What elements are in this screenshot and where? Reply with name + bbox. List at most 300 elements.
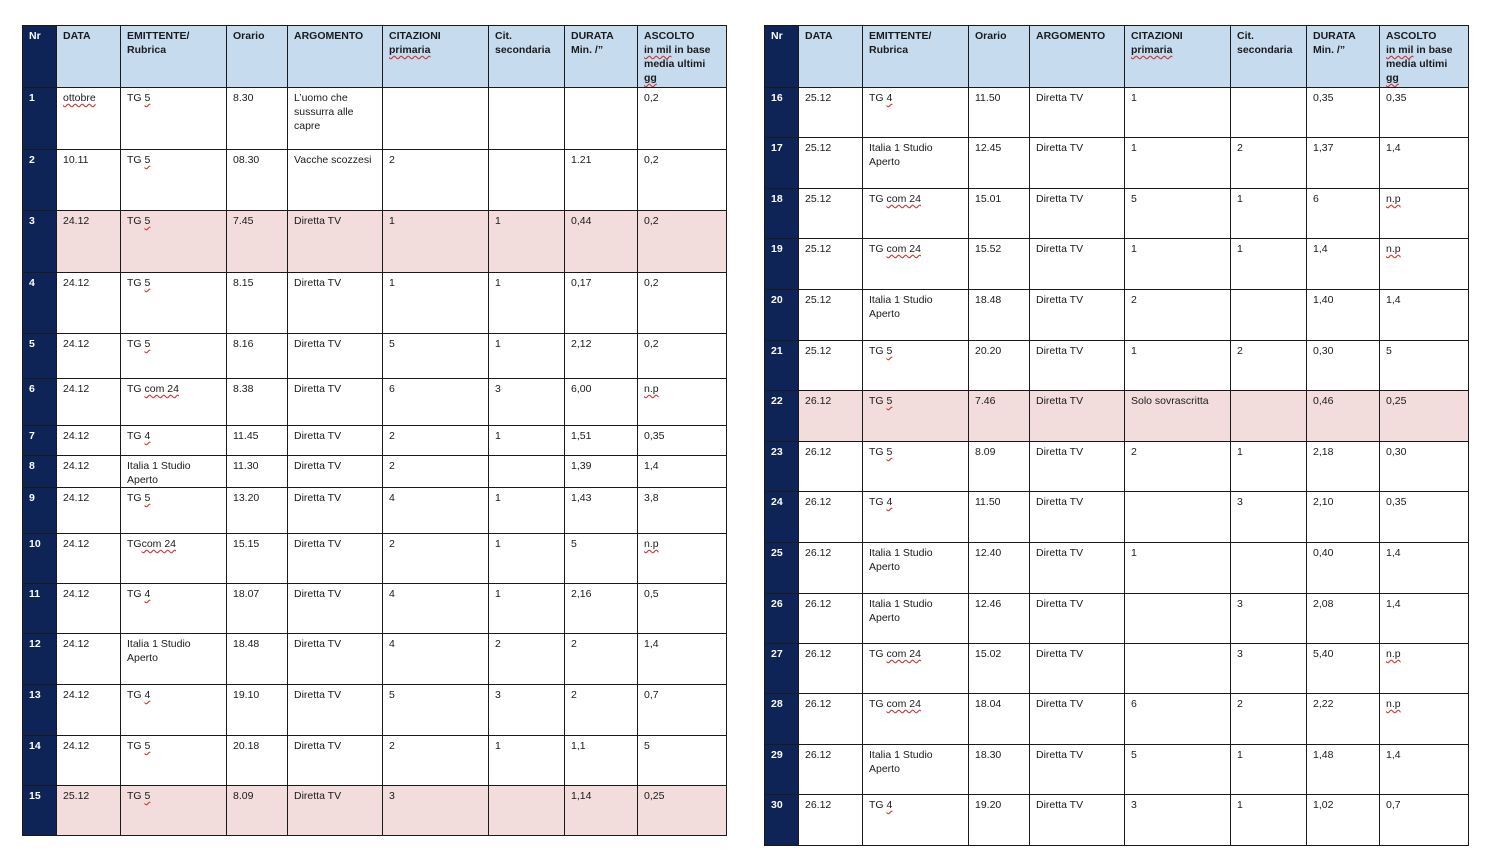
cell-primaria — [1125, 492, 1231, 543]
cell-argomento: Diretta TV — [288, 534, 383, 584]
cell-secondaria — [489, 786, 565, 836]
header-row — [765, 26, 1469, 88]
cell-ascolto: 0,35 — [638, 426, 727, 456]
table-row — [23, 488, 727, 534]
cell-argomento: Diretta TV — [1030, 694, 1125, 745]
cell-secondaria: 1 — [489, 426, 565, 456]
cell-ascolto: 1,4 — [638, 456, 727, 488]
cell-durata: 2,16 — [565, 584, 638, 634]
cell-durata: 0,46 — [1307, 391, 1380, 442]
cell-secondaria: 3 — [1231, 644, 1307, 694]
header-orario: Orario — [969, 26, 1030, 88]
cell-primaria: 1 — [1125, 138, 1231, 189]
cell-primaria: 4 — [383, 584, 489, 634]
cell-emittente: TG com 24 — [863, 189, 969, 239]
cell-nr: 24 — [765, 492, 799, 543]
table-row — [23, 273, 727, 334]
header-ascolto-gg: gg — [644, 72, 657, 84]
cell-nr: 26 — [765, 594, 799, 644]
cell-emittente: Italia 1 Studio Aperto — [863, 594, 969, 644]
cell-primaria: 1 — [1125, 543, 1231, 594]
cell-secondaria: 1 — [1231, 189, 1307, 239]
table-row — [23, 334, 727, 379]
header-orario: Orario — [227, 26, 288, 88]
cell-emittente: TG 5 — [121, 88, 227, 150]
cell-durata: 1,02 — [1307, 795, 1380, 846]
cell-ascolto: n.p — [1380, 239, 1469, 290]
cell-orario: 8.09 — [969, 442, 1030, 492]
cell-emittente: TG com 24 — [863, 694, 969, 745]
cell-emittente: TG 5 — [863, 391, 969, 442]
cell-durata: 1,48 — [1307, 745, 1380, 795]
cell-ascolto: 0,2 — [638, 334, 727, 379]
cell-orario: 19.20 — [969, 795, 1030, 846]
cell-secondaria: 2 — [1231, 694, 1307, 745]
cell-orario: 12.45 — [969, 138, 1030, 189]
header-ascolto-basis: in base media ultimi — [1386, 44, 1453, 70]
cell-nr: 6 — [23, 379, 57, 426]
table-row — [765, 290, 1469, 341]
table-row — [23, 150, 727, 211]
table-row — [765, 88, 1469, 138]
cell-nr: 14 — [23, 736, 57, 786]
cell-secondaria: 3 — [1231, 492, 1307, 543]
cell-nr: 30 — [765, 795, 799, 846]
cell-primaria: 3 — [1125, 795, 1231, 846]
cell-argomento: Diretta TV — [288, 736, 383, 786]
cell-emittente: Italia 1 Studio Aperto — [863, 543, 969, 594]
cell-emittente: TG 5 — [863, 442, 969, 492]
cell-emittente: TG 4 — [121, 426, 227, 456]
cell-primaria: 2 — [1125, 442, 1231, 492]
cell-data: 24.12 — [57, 379, 121, 426]
cell-durata: 2 — [565, 634, 638, 685]
cell-primaria: 1 — [1125, 239, 1231, 290]
cell-nr: 20 — [765, 290, 799, 341]
cell-orario: 20.20 — [969, 341, 1030, 391]
header-primaria-text: primaria — [389, 44, 431, 56]
cell-primaria: 1 — [383, 273, 489, 334]
cell-secondaria: 3 — [1231, 594, 1307, 644]
cell-ascolto: 1,4 — [1380, 138, 1469, 189]
cell-ascolto: n.p — [638, 379, 727, 426]
cell-nr: 28 — [765, 694, 799, 745]
cell-emittente: TG 5 — [121, 150, 227, 211]
cell-durata: 2 — [565, 685, 638, 736]
header-cit-secondaria: Cit. secondaria — [1231, 26, 1307, 88]
table-row — [765, 594, 1469, 644]
cell-primaria: 2 — [383, 456, 489, 488]
header-argomento: ARGOMENTO — [288, 26, 383, 88]
cell-argomento: Diretta TV — [1030, 795, 1125, 846]
cell-argomento: Diretta TV — [288, 584, 383, 634]
cell-emittente: TG 4 — [121, 584, 227, 634]
cell-ascolto: n.p — [1380, 189, 1469, 239]
cell-data: 26.12 — [799, 694, 863, 745]
cell-argomento: Diretta TV — [288, 426, 383, 456]
cell-emittente: Italia 1 Studio Aperto — [863, 138, 969, 189]
cell-argomento: Diretta TV — [1030, 88, 1125, 138]
cell-secondaria: 2 — [1231, 341, 1307, 391]
cell-durata: 5,40 — [1307, 644, 1380, 694]
cell-ascolto: 0,35 — [1380, 88, 1469, 138]
header-ascolto-unit: in mil — [644, 44, 672, 56]
cell-durata: 6 — [1307, 189, 1380, 239]
cell-nr: 11 — [23, 584, 57, 634]
cell-data: 24.12 — [57, 534, 121, 584]
cell-primaria — [1125, 644, 1231, 694]
header-cit-secondaria: Cit. secondaria — [489, 26, 565, 88]
cell-argomento: Diretta TV — [1030, 189, 1125, 239]
cell-orario: 8.15 — [227, 273, 288, 334]
cell-durata: 0,30 — [1307, 341, 1380, 391]
cell-orario: 18.04 — [969, 694, 1030, 745]
cell-primaria: 1 — [383, 211, 489, 273]
cell-orario: 18.30 — [969, 745, 1030, 795]
cell-orario: 15.02 — [969, 644, 1030, 694]
cell-ascolto: n.p — [1380, 644, 1469, 694]
cell-primaria: 2 — [383, 736, 489, 786]
table-row — [23, 88, 727, 150]
cell-orario: 7.45 — [227, 211, 288, 273]
cell-secondaria: 1 — [1231, 442, 1307, 492]
cell-ascolto: n.p — [1380, 694, 1469, 745]
cell-data: 25.12 — [57, 786, 121, 836]
cell-durata: 0,35 — [1307, 88, 1380, 138]
cell-durata: 2,18 — [1307, 442, 1380, 492]
cell-nr: 10 — [23, 534, 57, 584]
cell-primaria: 1 — [1125, 88, 1231, 138]
cell-ascolto: 0,25 — [638, 786, 727, 836]
cell-data: 25.12 — [799, 239, 863, 290]
cell-data: 26.12 — [799, 594, 863, 644]
cell-orario: 20.18 — [227, 736, 288, 786]
cell-argomento: Diretta TV — [288, 685, 383, 736]
cell-durata: 0,40 — [1307, 543, 1380, 594]
cell-data: 24.12 — [57, 334, 121, 379]
cell-primaria: 5 — [1125, 189, 1231, 239]
cell-data: 26.12 — [799, 795, 863, 846]
table-row — [765, 391, 1469, 442]
cell-emittente: Italia 1 Studio Aperto — [121, 456, 227, 488]
cell-ascolto: 0,30 — [1380, 442, 1469, 492]
cell-nr: 4 — [23, 273, 57, 334]
cell-secondaria: 1 — [1231, 745, 1307, 795]
cell-orario: 15.15 — [227, 534, 288, 584]
cell-ascolto: 1,4 — [1380, 290, 1469, 341]
cell-data: 25.12 — [799, 189, 863, 239]
header-ascolto-title: ASCOLTO — [644, 30, 695, 42]
cell-durata: 1.21 — [565, 150, 638, 211]
cell-durata: 1,14 — [565, 786, 638, 836]
cell-orario: 7.46 — [969, 391, 1030, 442]
table-row — [23, 211, 727, 273]
cell-ascolto: 0,2 — [638, 273, 727, 334]
cell-ascolto: 1,4 — [638, 634, 727, 685]
cell-argomento: Diretta TV — [288, 211, 383, 273]
cell-ascolto: 0,2 — [638, 150, 727, 211]
cell-argomento: Diretta TV — [288, 786, 383, 836]
table-row — [23, 534, 727, 584]
cell-primaria: 5 — [383, 685, 489, 736]
cell-orario: 11.30 — [227, 456, 288, 488]
cell-durata: 1,40 — [1307, 290, 1380, 341]
header-ascolto — [638, 26, 727, 88]
header-row — [23, 26, 727, 88]
cell-ascolto: 0,7 — [1380, 795, 1469, 846]
cell-data: 26.12 — [799, 745, 863, 795]
header-data: DATA — [799, 26, 863, 88]
cell-emittente: Italia 1 Studio Aperto — [121, 634, 227, 685]
cell-data: 24.12 — [57, 488, 121, 534]
header-nr: Nr — [765, 26, 799, 88]
cell-emittente: Italia 1 Studio Aperto — [863, 290, 969, 341]
cell-primaria: 4 — [383, 488, 489, 534]
header-data: DATA — [57, 26, 121, 88]
cell-primaria: 2 — [383, 150, 489, 211]
cell-durata: 1,51 — [565, 426, 638, 456]
cell-nr: 12 — [23, 634, 57, 685]
cell-durata: 1,43 — [565, 488, 638, 534]
cell-durata: 2,22 — [1307, 694, 1380, 745]
table-row — [23, 786, 727, 836]
cell-secondaria: 1 — [1231, 795, 1307, 846]
cell-nr: 23 — [765, 442, 799, 492]
table-row — [23, 685, 727, 736]
cell-data: 24.12 — [57, 685, 121, 736]
cell-primaria: 2 — [1125, 290, 1231, 341]
cell-nr: 3 — [23, 211, 57, 273]
cell-secondaria: 1 — [489, 584, 565, 634]
header-ascolto-unit: in mil — [1386, 44, 1414, 56]
table-row — [23, 584, 727, 634]
cell-argomento: Diretta TV — [1030, 391, 1125, 442]
cell-argomento: Diretta TV — [1030, 492, 1125, 543]
cell-argomento: Diretta TV — [1030, 239, 1125, 290]
cell-orario: 8.16 — [227, 334, 288, 379]
cell-nr: 19 — [765, 239, 799, 290]
cell-nr: 13 — [23, 685, 57, 736]
cell-argomento: Diretta TV — [288, 273, 383, 334]
cell-secondaria — [489, 88, 565, 150]
cell-secondaria: 2 — [1231, 138, 1307, 189]
cell-durata: 2,12 — [565, 334, 638, 379]
cell-argomento: Vacche scozzesi — [288, 150, 383, 211]
cell-nr: 18 — [765, 189, 799, 239]
cell-argomento: Diretta TV — [288, 634, 383, 685]
cell-secondaria: 1 — [489, 211, 565, 273]
cell-emittente: TG 5 — [121, 736, 227, 786]
cell-data: 24.12 — [57, 634, 121, 685]
cell-emittente: TG com 24 — [121, 379, 227, 426]
cell-primaria — [1125, 594, 1231, 644]
cell-ascolto: n.p — [638, 534, 727, 584]
cell-data: 24.12 — [57, 736, 121, 786]
cell-secondaria — [489, 150, 565, 211]
cell-nr: 1 — [23, 88, 57, 150]
cell-ascolto: 5 — [1380, 341, 1469, 391]
cell-orario: 11.50 — [969, 88, 1030, 138]
cell-argomento: Diretta TV — [1030, 442, 1125, 492]
cell-nr: 9 — [23, 488, 57, 534]
cell-primaria: 1 — [1125, 341, 1231, 391]
cell-data: 26.12 — [799, 492, 863, 543]
table-row — [765, 795, 1469, 846]
cell-durata: 0,44 — [565, 211, 638, 273]
cell-nr: 27 — [765, 644, 799, 694]
cell-secondaria: 3 — [489, 379, 565, 426]
cell-nr: 25 — [765, 543, 799, 594]
cell-argomento: L’uomo che sussurra alle capre — [288, 88, 383, 150]
cell-nr: 15 — [23, 786, 57, 836]
cell-primaria: Solo sovrascritta — [1125, 391, 1231, 442]
cell-argomento: Diretta TV — [288, 456, 383, 488]
header-citazioni-text: CITAZIONI — [1131, 30, 1183, 42]
cell-secondaria — [1231, 543, 1307, 594]
cell-ascolto: 0,2 — [638, 211, 727, 273]
cell-primaria: 2 — [383, 426, 489, 456]
cell-primaria: 6 — [1125, 694, 1231, 745]
cell-nr: 17 — [765, 138, 799, 189]
cell-secondaria: 1 — [489, 534, 565, 584]
cell-durata: 2,08 — [1307, 594, 1380, 644]
cell-secondaria: 2 — [489, 634, 565, 685]
table-body-left — [23, 88, 727, 836]
cell-argomento: Diretta TV — [1030, 138, 1125, 189]
cell-primaria: 5 — [1125, 745, 1231, 795]
table-row — [23, 736, 727, 786]
table-row — [765, 239, 1469, 290]
table-row — [765, 543, 1469, 594]
cell-durata: 5 — [565, 534, 638, 584]
table-row — [765, 442, 1469, 492]
cell-data: ottobre — [57, 88, 121, 150]
cell-nr: 21 — [765, 341, 799, 391]
cell-data: 26.12 — [799, 442, 863, 492]
cell-argomento: Diretta TV — [1030, 543, 1125, 594]
cell-data: 25.12 — [799, 138, 863, 189]
cell-orario: 18.48 — [969, 290, 1030, 341]
cell-orario: 15.01 — [969, 189, 1030, 239]
cell-durata: 6,00 — [565, 379, 638, 426]
cell-emittente: TGcom 24 — [121, 534, 227, 584]
cell-emittente: TG 5 — [121, 211, 227, 273]
cell-ascolto: 1,4 — [1380, 543, 1469, 594]
cell-orario: 15.52 — [969, 239, 1030, 290]
table-row — [765, 138, 1469, 189]
cell-emittente: TG com 24 — [863, 644, 969, 694]
cell-emittente: TG 5 — [121, 786, 227, 836]
cell-emittente: TG 5 — [121, 334, 227, 379]
cell-durata: 2,10 — [1307, 492, 1380, 543]
cell-durata: 1,39 — [565, 456, 638, 488]
cell-orario: 19.10 — [227, 685, 288, 736]
cell-data: 10.11 — [57, 150, 121, 211]
cell-ascolto: 0,35 — [1380, 492, 1469, 543]
table-row — [23, 379, 727, 426]
cell-data: 24.12 — [57, 584, 121, 634]
cell-secondaria — [1231, 290, 1307, 341]
cell-secondaria: 1 — [489, 736, 565, 786]
cell-secondaria: 1 — [1231, 239, 1307, 290]
cell-data: 25.12 — [799, 88, 863, 138]
cell-ascolto: 5 — [638, 736, 727, 786]
header-citazioni-primaria — [383, 26, 489, 88]
table-row — [765, 189, 1469, 239]
cell-orario: 12.46 — [969, 594, 1030, 644]
cell-emittente: TG com 24 — [863, 239, 969, 290]
cell-argomento: Diretta TV — [288, 488, 383, 534]
cell-secondaria — [489, 456, 565, 488]
cell-emittente: TG 4 — [863, 88, 969, 138]
cell-argomento: Diretta TV — [1030, 644, 1125, 694]
cell-orario: 13.20 — [227, 488, 288, 534]
cell-primaria: 2 — [383, 534, 489, 584]
cell-data: 25.12 — [799, 290, 863, 341]
cell-emittente: TG 5 — [121, 488, 227, 534]
cell-primaria: 3 — [383, 786, 489, 836]
table-row — [765, 492, 1469, 543]
cell-nr: 2 — [23, 150, 57, 211]
cell-durata: 0,17 — [565, 273, 638, 334]
cell-argomento: Diretta TV — [1030, 745, 1125, 795]
cell-secondaria: 1 — [489, 273, 565, 334]
header-emittente: EMITTENTE/ Rubrica — [121, 26, 227, 88]
header-ascolto-gg: gg — [1386, 72, 1399, 84]
cell-orario: 18.07 — [227, 584, 288, 634]
table-body-right — [765, 88, 1469, 846]
cell-data: 24.12 — [57, 273, 121, 334]
cell-secondaria: 1 — [489, 488, 565, 534]
cell-emittente: TG 4 — [863, 795, 969, 846]
table-row — [765, 694, 1469, 745]
table-row — [23, 426, 727, 456]
cell-ascolto: 3,8 — [638, 488, 727, 534]
cell-data: 24.12 — [57, 211, 121, 273]
cell-argomento: Diretta TV — [1030, 341, 1125, 391]
cell-emittente: TG 4 — [121, 685, 227, 736]
header-ascolto-basis: in base media ultimi — [644, 44, 711, 70]
cell-ascolto: 1,4 — [1380, 745, 1469, 795]
cell-orario: 8.38 — [227, 379, 288, 426]
cell-primaria — [383, 88, 489, 150]
cell-orario: 18.48 — [227, 634, 288, 685]
cell-ascolto: 0,5 — [638, 584, 727, 634]
cell-argomento: Diretta TV — [288, 379, 383, 426]
cell-emittente: TG 5 — [121, 273, 227, 334]
cell-secondaria — [1231, 88, 1307, 138]
cell-primaria: 4 — [383, 634, 489, 685]
header-emittente: EMITTENTE/ Rubrica — [863, 26, 969, 88]
broadcast-table-right — [764, 25, 1469, 846]
cell-durata: 1,1 — [565, 736, 638, 786]
cell-nr: 8 — [23, 456, 57, 488]
cell-primaria: 5 — [383, 334, 489, 379]
header-primaria-text: primaria — [1131, 44, 1173, 56]
table-row — [23, 634, 727, 685]
cell-data: 26.12 — [799, 644, 863, 694]
cell-data: 26.12 — [799, 543, 863, 594]
cell-emittente: TG 4 — [863, 492, 969, 543]
cell-orario: 11.50 — [969, 492, 1030, 543]
header-citazioni-primaria — [1125, 26, 1231, 88]
cell-orario: 8.30 — [227, 88, 288, 150]
cell-nr: 5 — [23, 334, 57, 379]
cell-orario: 08.30 — [227, 150, 288, 211]
cell-primaria: 6 — [383, 379, 489, 426]
cell-data: 26.12 — [799, 391, 863, 442]
broadcast-table-left — [22, 25, 727, 836]
